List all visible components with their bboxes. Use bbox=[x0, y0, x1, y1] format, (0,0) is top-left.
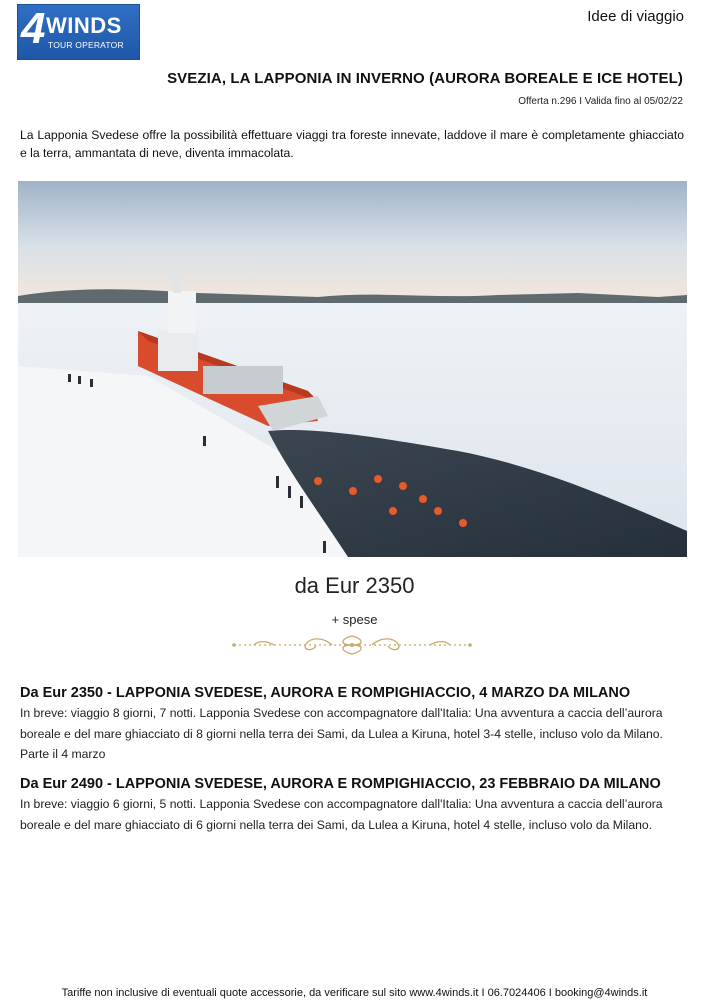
logo-number: 4 bbox=[21, 4, 44, 53]
trip-description: In breve: viaggio 8 giorni, 7 notti. Lapponia Svedese con accompagnatore dall'Italia: Una avventura a caccia dell’aurora boreale e del mare ghiacciato di 8 giorni nella terra dei Sami, da Lulea a Kiruna, hotel 3-4 stelle, incluso volo da Milano. Parte il 4 marzo bbox=[20, 706, 663, 761]
trip-title[interactable]: Da Eur 2490 - LAPPONIA SVEDESE, AURORA E ROMPIGHIACCIO, 23 FEBBRAIO DA MILANO bbox=[20, 776, 661, 792]
price-extras: + spese bbox=[331, 612, 378, 627]
icebreaker-photo bbox=[18, 181, 687, 557]
footer-contact: Tariffe non inclusive di eventuali quote accessorie, da verificare sul sito www.4winds.it I 06.7024406 I booking@4winds.it bbox=[61, 987, 648, 999]
trip-offer bbox=[20, 683, 685, 765]
category-label: Idee di viaggio bbox=[587, 8, 684, 25]
trip-title[interactable]: Da Eur 2350 - LAPPONIA SVEDESE, AURORA E ROMPIGHIACCIO, 4 MARZO DA MILANO bbox=[20, 685, 631, 701]
logo-subtitle: TOUR OPERATOR bbox=[48, 40, 124, 50]
trip-description: In breve: viaggio 6 giorni, 5 notti. Lapponia Svedese con accompagnatore dall'Italia: Una avventura a caccia dell’aurora boreale e del mare ghiacciato di 6 giorni nella terra dei Sami, da Lulea a Kiruna, hotel 4 stelle, incluso volo da Milano. bbox=[20, 797, 663, 832]
ornament-divider bbox=[214, 632, 490, 658]
price-headline: da Eur 2350 bbox=[294, 573, 415, 598]
trip-offer bbox=[20, 774, 685, 835]
page-title: SVEZIA, LA LAPPONIA IN INVERNO (AURORA BOREALE E ICE HOTEL) bbox=[167, 70, 683, 87]
offer-info: Offerta n.296 I Valida fino al 05/02/22 bbox=[518, 96, 683, 107]
logo-word: WINDS bbox=[46, 13, 122, 38]
brand-logo bbox=[17, 4, 140, 60]
intro-paragraph: La Lapponia Svedese offre la possibilità effettuare viaggi tra foreste innevate, laddove il mare è completamente ghiacciato e la terra, ammantata di neve, diventa immacolata. bbox=[20, 128, 684, 160]
